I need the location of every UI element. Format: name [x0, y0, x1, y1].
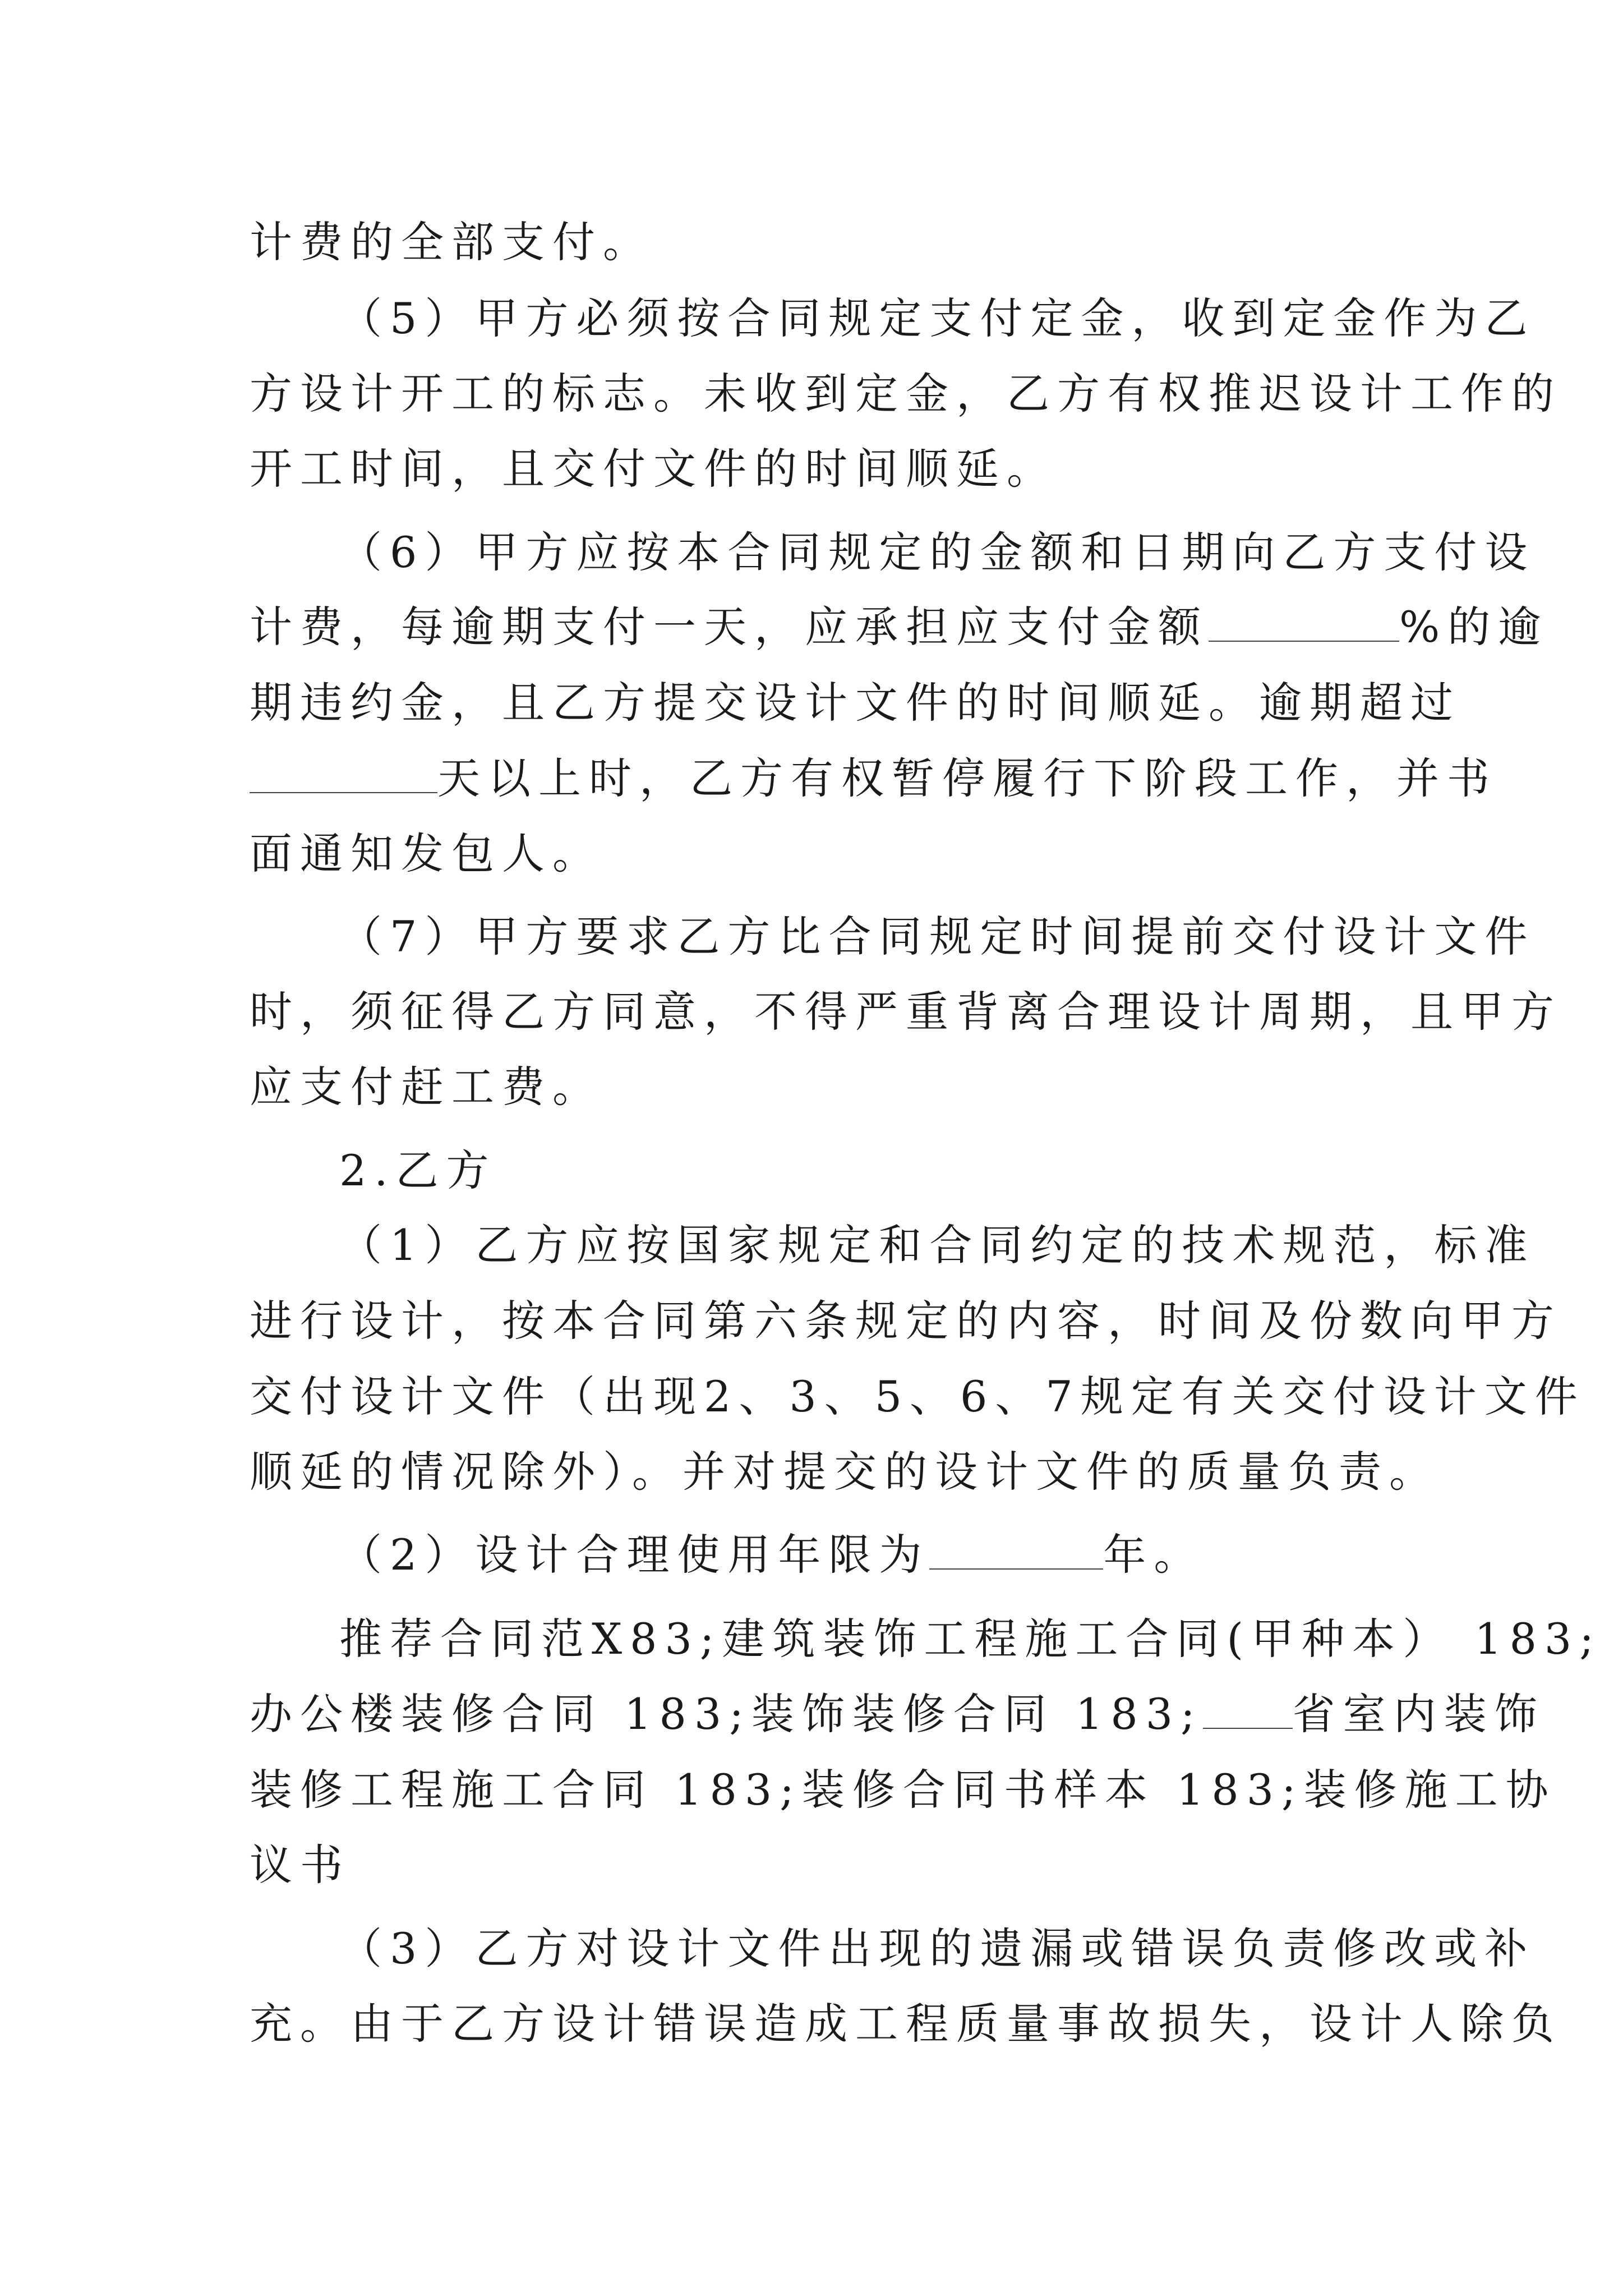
- text-segment: （3）乙方对设计文件出现的遗漏或错误负责修改或补: [339, 1924, 1536, 1973]
- text-segment: 期违约金，且乙方提交设计文件的时间顺延。逾期超过: [250, 678, 1461, 728]
- text-segment: 应支付赶工费。: [250, 1062, 603, 1112]
- text-segment: 天以上时，乙方有权暂停履行下阶段工作，并书: [437, 753, 1497, 803]
- text-segment: 交付设计文件（出现2、3、5、6、7规定有关交付设计文件: [250, 1372, 1585, 1421]
- text-line: [250, 441, 1388, 497]
- text-segment: 年。: [1103, 1530, 1205, 1580]
- text-line: [339, 1527, 1388, 1583]
- text-segment: %的逾: [1399, 602, 1549, 652]
- fill-in-blank: [1209, 601, 1399, 642]
- text-line: [339, 524, 1536, 581]
- text-line: [339, 1611, 1602, 1667]
- text-line: [250, 1996, 1562, 2052]
- text-segment: 计费，每逾期支付一天，应承担应支付金额: [250, 602, 1209, 652]
- text-segment: （7）甲方要求乙方比合同规定时间提前交付设计文件: [339, 912, 1536, 961]
- text-segment: 时，须征得乙方同意，不得严重背离合理设计周期，且甲方: [250, 987, 1562, 1037]
- fill-in-blank: [250, 753, 437, 793]
- text-line: [250, 1444, 1440, 1500]
- text-segment: 开工时间，且交付文件的时间顺延。: [250, 444, 1057, 494]
- text-segment: 推荐合同范X83;建筑装饰工程施工合同(甲种本） 183;: [339, 1614, 1602, 1664]
- text-line: [250, 366, 1562, 422]
- text-line: [339, 1921, 1536, 1977]
- text-line: [250, 1686, 1545, 1742]
- text-line: [339, 1217, 1536, 1273]
- text-segment: 顺延的情况除外）。并对提交的设计文件的质量负责。: [250, 1447, 1440, 1497]
- text-line: [250, 984, 1562, 1040]
- text-segment: 进行设计，按本合同第六条规定的内容，时间及份数向甲方: [250, 1296, 1562, 1346]
- fill-in-blank: [1203, 1688, 1293, 1729]
- text-segment: （5）甲方必须按合同规定支付定金，收到定金作为乙: [339, 293, 1536, 343]
- text-line: [250, 1837, 1388, 1893]
- text-line: [339, 291, 1536, 347]
- text-line: [250, 599, 1549, 655]
- text-line: [250, 1059, 1388, 1115]
- text-segment: 充。由于乙方设计错误造成工程质量事故损失，设计人除负: [250, 1999, 1562, 2049]
- text-segment: 装修工程施工合同 183;装修合同书样本 183;装修施工协: [250, 1765, 1556, 1815]
- text-segment: 省室内装饰: [1292, 1689, 1545, 1739]
- text-line: [250, 1293, 1562, 1349]
- text-segment: 方设计开工的标志。未收到定金，乙方有权推迟设计工作的: [250, 369, 1562, 418]
- fill-in-blank: [929, 1529, 1103, 1570]
- text-segment: （6）甲方应按本合同规定的金额和日期向乙方支付设: [339, 527, 1536, 577]
- text-segment: 办公楼装修合同 183;装饰装修合同 183;: [250, 1689, 1203, 1739]
- text-line: [250, 1762, 1556, 1818]
- text-line: [250, 751, 1497, 807]
- text-line: [339, 909, 1536, 965]
- text-segment: （1）乙方应按国家规定和合同约定的技术规范，标准: [339, 1220, 1536, 1270]
- section-heading: [339, 1143, 1388, 1199]
- text-segment: 议书: [250, 1840, 351, 1890]
- text-segment: 计费的全部支付。: [250, 217, 653, 267]
- text-line: [250, 826, 1388, 882]
- text-segment: 2.乙方: [339, 1145, 497, 1195]
- text-segment: （2）设计合理使用年限为: [339, 1530, 930, 1580]
- text-line: [250, 1369, 1585, 1425]
- text-line: [250, 675, 1461, 731]
- text-segment: 面通知发包人。: [250, 829, 603, 878]
- text-line: [250, 214, 1388, 270]
